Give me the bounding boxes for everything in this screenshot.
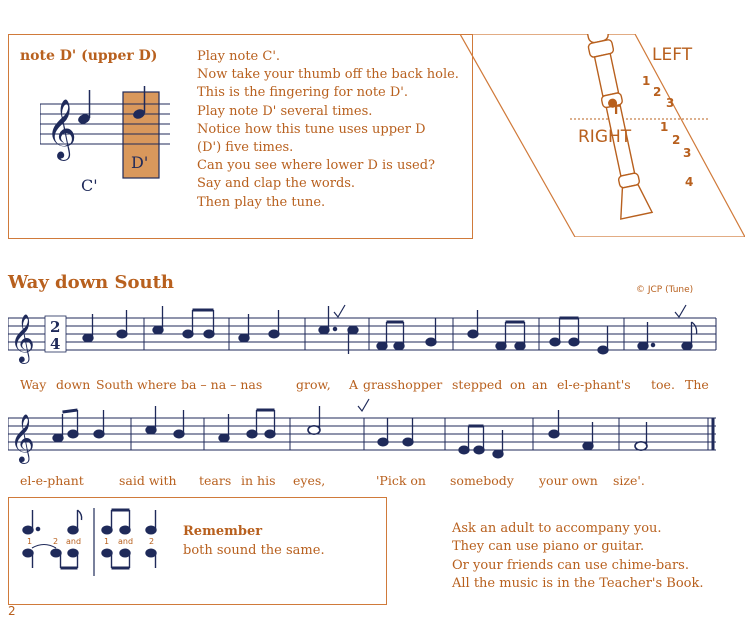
adult-note bbox=[452, 520, 704, 593]
lyric: tears bbox=[199, 473, 232, 488]
lyric: size'. bbox=[613, 473, 645, 488]
lyric: somebody bbox=[450, 473, 514, 488]
instruction-line: Then play the tune. bbox=[197, 194, 326, 210]
lyric: in his bbox=[241, 473, 276, 488]
time-sig-top: 2 bbox=[50, 318, 61, 336]
lyric: el-e-phant bbox=[20, 473, 84, 488]
lyric: A bbox=[349, 377, 359, 392]
lyric: ba – na – nas bbox=[181, 377, 263, 392]
music-staff-line-2 bbox=[8, 398, 720, 470]
label-d-prime: D' bbox=[131, 153, 149, 172]
lyric: where bbox=[137, 377, 177, 392]
lyric: Way bbox=[20, 377, 47, 392]
right-finger-4: 4 bbox=[685, 175, 694, 189]
lyric: grasshopper bbox=[363, 377, 443, 392]
label-c-prime: C' bbox=[81, 176, 98, 195]
treble-clef-icon: 𝄞 bbox=[10, 313, 35, 362]
time-sig-bottom: 4 bbox=[50, 335, 61, 353]
adult-note-line: They can use piano or guitar. bbox=[452, 539, 645, 555]
left-finger-3: 3 bbox=[666, 96, 675, 110]
lyric: el-e-phant's bbox=[557, 377, 631, 392]
count-label: 1 bbox=[27, 537, 33, 546]
lyric: toe. bbox=[651, 377, 675, 392]
instruction-line: Now take your thumb off the back hole. bbox=[197, 67, 459, 83]
left-finger-2: 2 bbox=[653, 85, 662, 99]
song-title: Way down South bbox=[8, 272, 174, 293]
lyric: 'Pick on bbox=[376, 473, 426, 488]
instruction-line: Play note D' several times. bbox=[197, 103, 373, 119]
left-finger-1: 1 bbox=[642, 74, 651, 88]
note-staff-illustration bbox=[40, 84, 175, 194]
breath-mark-icon bbox=[334, 305, 345, 317]
instruction-line: Can you see where lower D is used? bbox=[197, 158, 435, 174]
lyric: stepped bbox=[452, 377, 503, 392]
right-finger-2: 2 bbox=[672, 133, 681, 147]
right-finger-3: 3 bbox=[683, 146, 692, 160]
lyric: down bbox=[56, 377, 91, 392]
count-label: 2 bbox=[53, 537, 59, 546]
remember-title: Remember bbox=[183, 524, 263, 539]
instruction-line: Play note C'. bbox=[197, 49, 281, 64]
lyric: said with bbox=[119, 473, 177, 488]
instructions bbox=[197, 48, 467, 212]
count-label: and bbox=[118, 537, 134, 546]
adult-note-line: All the music is in the Teacher's Book. bbox=[452, 575, 704, 591]
adult-note-line: Ask an adult to accompany you. bbox=[452, 521, 662, 536]
instruction-line: This is the fingering for note D'. bbox=[197, 85, 409, 101]
breath-mark-icon bbox=[675, 305, 686, 317]
lyric: The bbox=[685, 377, 709, 392]
lyric: grow, bbox=[296, 377, 331, 392]
treble-clef-icon: 𝄞 bbox=[10, 413, 35, 462]
lyric: an bbox=[532, 377, 548, 392]
count-label: 1 bbox=[104, 537, 110, 546]
count-label: and bbox=[66, 537, 82, 546]
treble-clef-icon: 𝄞 bbox=[46, 99, 77, 159]
instruction-line: (D') five times. bbox=[197, 140, 294, 156]
instruction-line: Say and clap the words. bbox=[197, 176, 356, 192]
note-box-title: note D' (upper D) bbox=[20, 48, 158, 64]
lyric: South bbox=[96, 377, 134, 392]
right-finger-1: 1 bbox=[660, 120, 669, 134]
rhythm-illustration bbox=[20, 508, 170, 578]
instruction-line: Notice how this tune uses upper D bbox=[197, 121, 426, 137]
lyric: your own bbox=[539, 473, 598, 488]
breath-mark-icon bbox=[358, 399, 369, 411]
remember-body: both sound the same. bbox=[183, 543, 325, 558]
music-staff-line-1 bbox=[8, 298, 720, 370]
adult-note-line: Or your friends can use chime-bars. bbox=[452, 557, 689, 573]
lyric: eyes, bbox=[293, 473, 326, 488]
copyright-note: © JCP (Tune) bbox=[636, 285, 694, 295]
right-hand-label: RIGHT bbox=[578, 127, 632, 147]
lyric: on bbox=[510, 377, 526, 392]
thumb-label: T bbox=[612, 103, 621, 117]
page-number: 2 bbox=[8, 604, 16, 618]
count-label: 2 bbox=[149, 537, 155, 546]
left-hand-label: LEFT bbox=[652, 45, 693, 65]
